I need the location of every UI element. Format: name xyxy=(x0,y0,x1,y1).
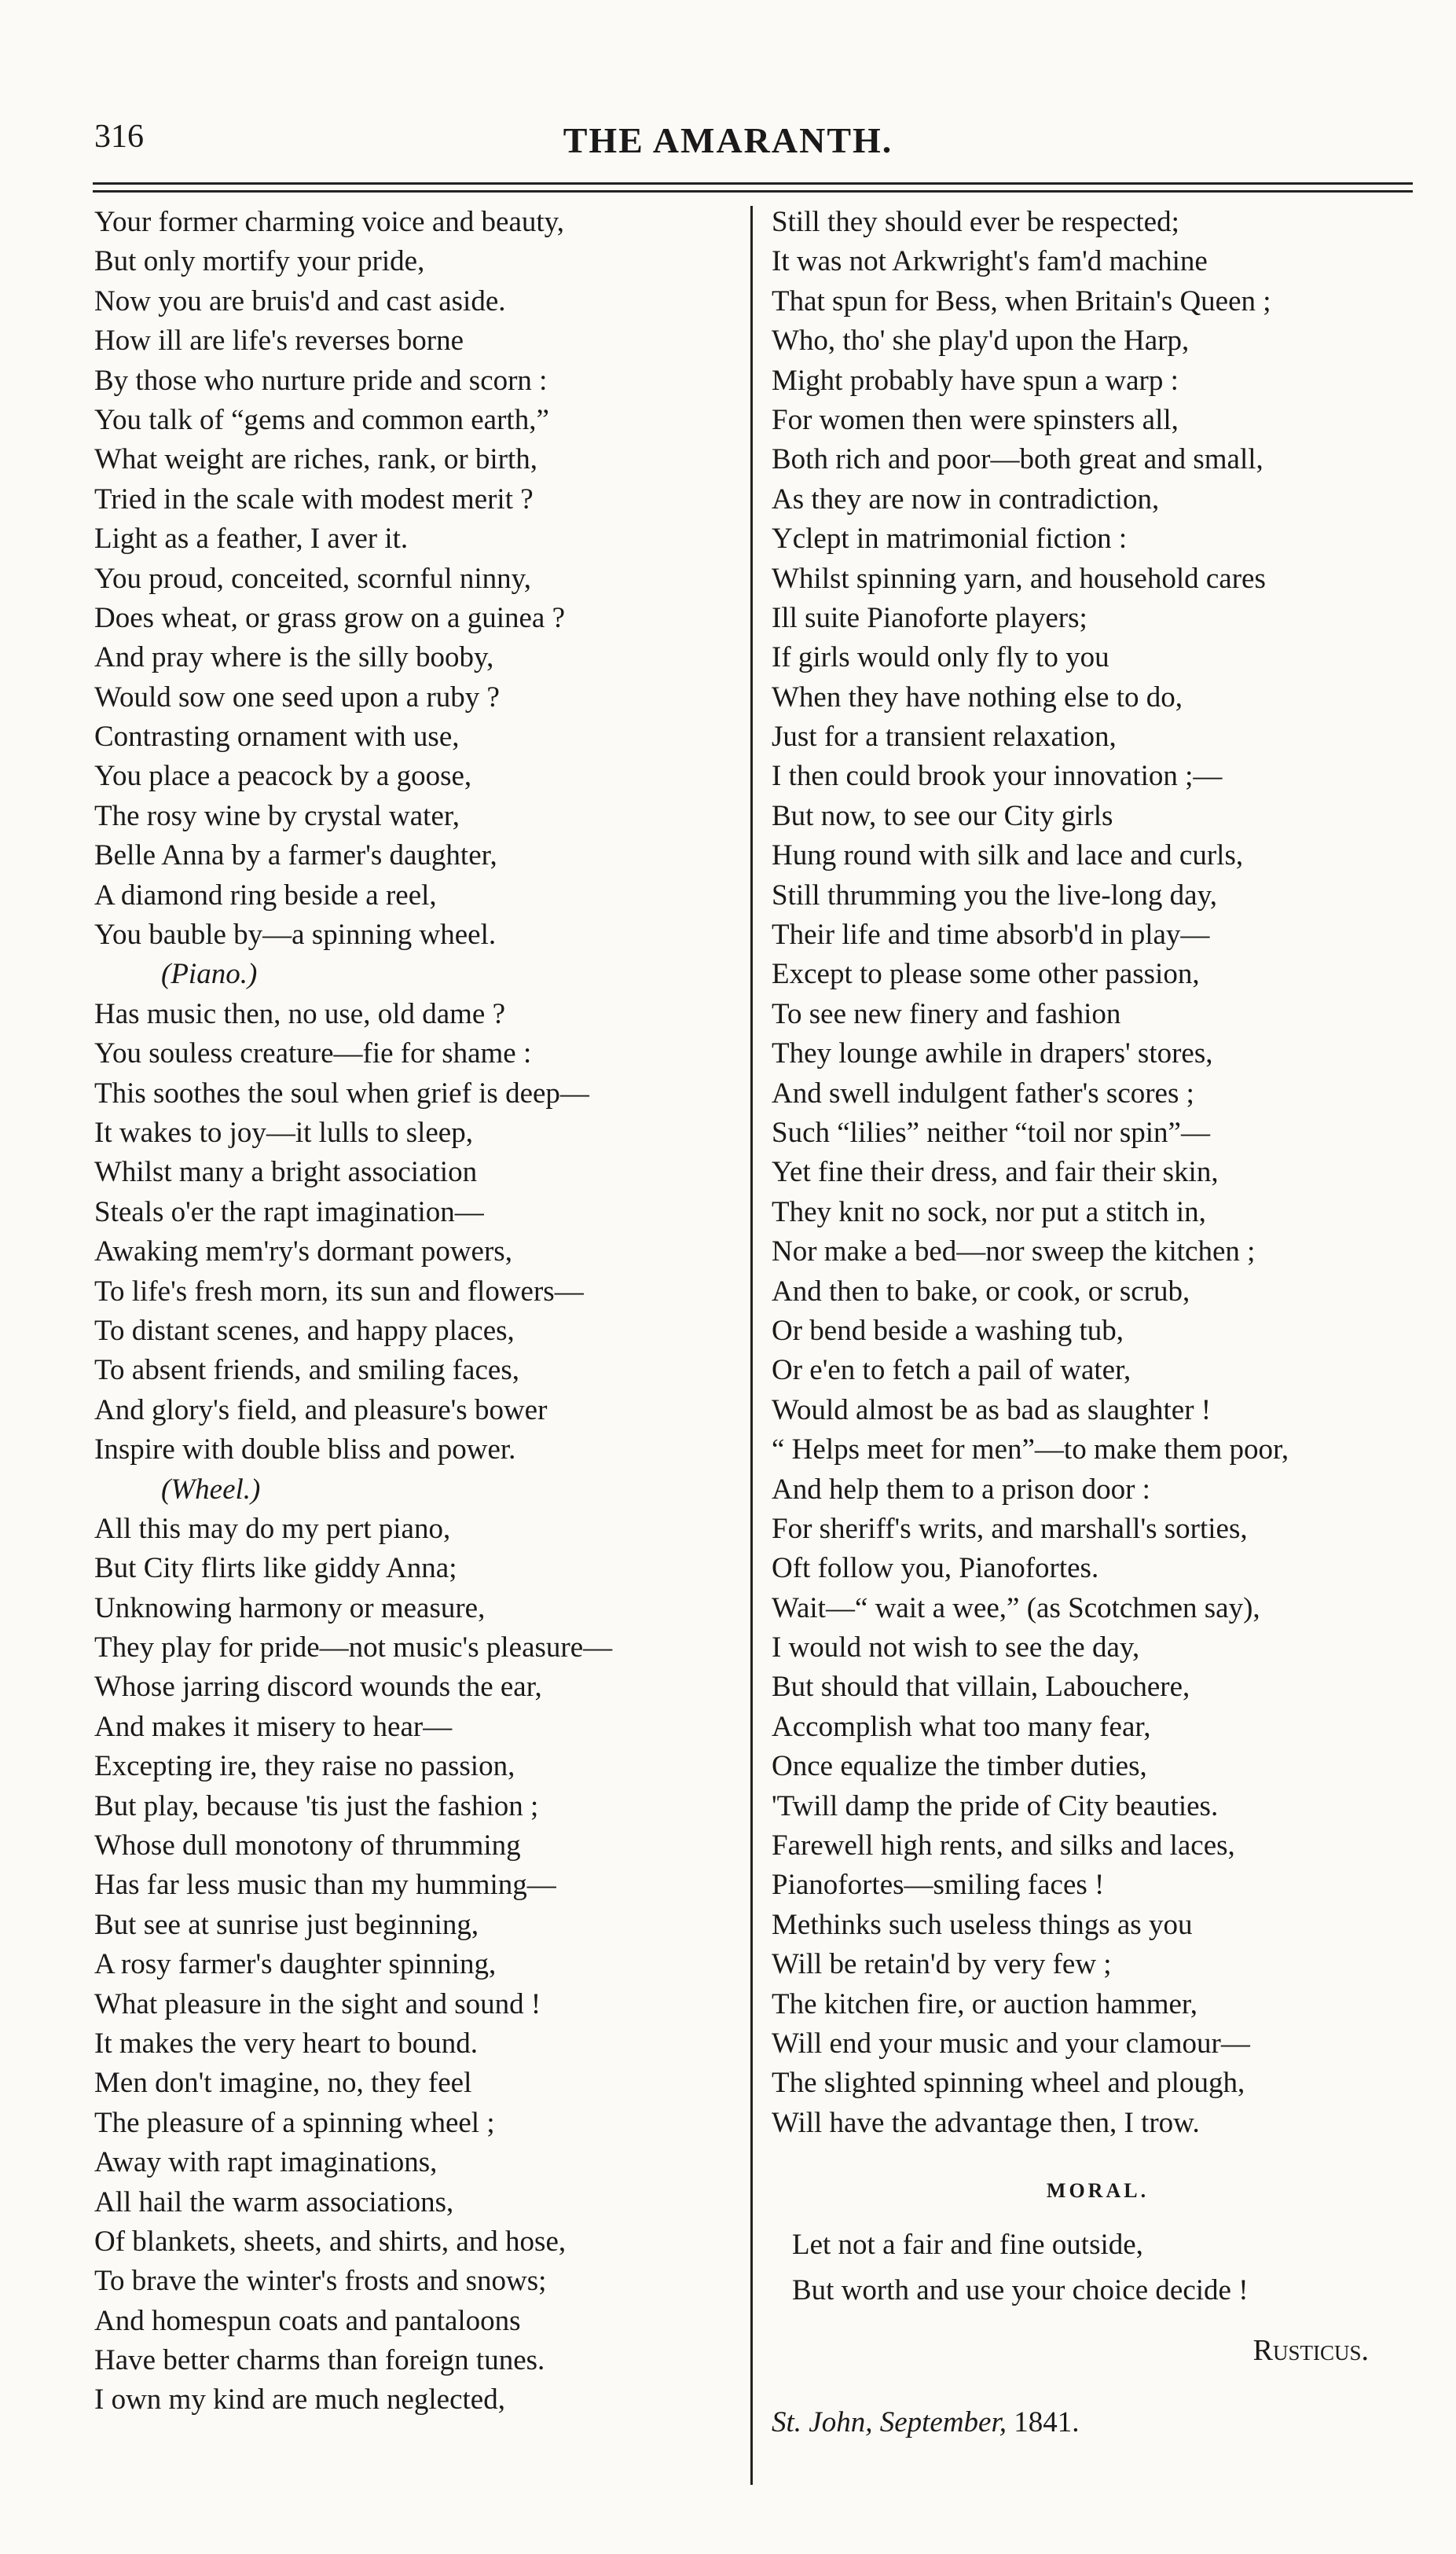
verse-line: But only mortify your pride, xyxy=(94,245,425,278)
verse-line: It makes the very heart to bound. xyxy=(94,2027,479,2060)
verse-line: Inspire with double bliss and power. xyxy=(94,1433,516,1466)
verse-line: It was not Arkwright's fam'd machine xyxy=(772,245,1208,278)
verse-line: Has far less music than my humming— xyxy=(94,1869,556,1902)
verse-line: Will have the advantage then, I trow. xyxy=(772,2106,1200,2139)
verse-line: Pianofortes—smiling faces ! xyxy=(772,1869,1105,1902)
verse-line: And glory's field, and pleasure's bower xyxy=(94,1393,548,1426)
verse-line: Or bend beside a washing tub, xyxy=(772,1314,1124,1347)
header-rule-top xyxy=(93,182,1413,185)
verse-line: Whose jarring discord wounds the ear, xyxy=(94,1671,542,1704)
author-signature: Rusticus. xyxy=(1252,2333,1369,2367)
verse-line: Whilst many a bright association xyxy=(94,1156,478,1189)
verse-line: Of blankets, sheets, and shirts, and hose, xyxy=(94,2225,567,2258)
dateline-place: St. John, September, xyxy=(772,2405,1007,2438)
section-heading-wheel: (Wheel.) xyxy=(161,1473,261,1506)
verse-line: What pleasure in the sight and sound ! xyxy=(94,1987,541,2020)
dateline xyxy=(772,2403,1424,2442)
verse-line: How ill are life's reverses borne xyxy=(94,325,464,358)
verse-line: Unknowing harmony or measure, xyxy=(94,1591,486,1624)
verse-line: For women then were spinsters all, xyxy=(772,403,1179,436)
verse-line: But should that villain, Labouchere, xyxy=(772,1671,1190,1704)
verse-line: But now, to see our City girls xyxy=(772,799,1113,832)
verse-line: They play for pride—not music's pleasure— xyxy=(94,1631,613,1664)
verse-line: Men don't imagine, no, they feel xyxy=(94,2067,472,2100)
moral-title: MORAL. xyxy=(1046,2179,1150,2203)
verse-line: Let not a fair and fine outside, xyxy=(792,2228,1143,2261)
verse-line: Away with rapt imaginations, xyxy=(94,2146,438,2179)
verse-line: To life's fresh morn, its sun and flowers— xyxy=(94,1275,584,1308)
verse-line: All this may do my pert piano, xyxy=(94,1512,451,1545)
verse-line: 'Twill damp the pride of City beauties. xyxy=(772,1789,1219,1822)
verse-line: A diamond ring beside a reel, xyxy=(94,879,437,912)
verse-line: And then to bake, or cook, or scrub, xyxy=(772,1275,1190,1308)
stanza-right xyxy=(772,203,1424,2143)
verse-line: Excepting ire, they raise no passion, xyxy=(94,1750,515,1783)
verse-line: What weight are riches, rank, or birth, xyxy=(94,443,538,476)
verse-line: Does wheat, or grass grow on a guinea ? xyxy=(94,601,566,634)
verse-line: And help them to a prison door : xyxy=(772,1473,1150,1506)
verse-line: Farewell high rents, and silks and laces, xyxy=(772,1829,1235,1862)
verse-line: Wait—“ wait a wee,” (as Scotchmen say), xyxy=(772,1591,1260,1624)
page-number: 316 xyxy=(94,119,144,155)
verse-line: Your former charming voice and beauty, xyxy=(94,206,564,238)
stanza-1 xyxy=(94,203,739,955)
verse-line: If girls would only fly to you xyxy=(772,641,1109,674)
verse-line: Might probably have spun a warp : xyxy=(772,364,1179,397)
verse-line: Methinks such useless things as you xyxy=(772,1908,1193,1941)
left-column xyxy=(94,203,739,2420)
verse-line: Or e'en to fetch a pail of water, xyxy=(772,1354,1131,1387)
verse-line: By those who nurture pride and scorn : xyxy=(94,364,548,397)
verse-line: To absent friends, and smiling faces, xyxy=(94,1354,519,1387)
verse-line: That spun for Bess, when Britain's Queen ; xyxy=(772,284,1271,317)
verse-line: Such “lilies” neither “toil nor spin”— xyxy=(772,1116,1210,1149)
verse-line: Have better charms than foreign tunes. xyxy=(94,2344,545,2377)
verse-line: Has music then, no use, old dame ? xyxy=(94,997,506,1030)
verse-line: It wakes to joy—it lulls to sleep, xyxy=(94,1116,473,1149)
verse-line: But see at sunrise just beginning, xyxy=(94,1908,479,1941)
verse-line: Yclept in matrimonial fiction : xyxy=(772,523,1128,556)
verse-line: Tried in the scale with modest merit ? xyxy=(94,483,534,516)
verse-line: But City flirts like giddy Anna; xyxy=(94,1552,457,1585)
stanza-2 xyxy=(94,995,739,1470)
verse-line: Both rich and poor—both great and small, xyxy=(772,443,1263,476)
verse-line: Still thrumming you the live-long day, xyxy=(772,879,1217,912)
verse-line: Light as a feather, I aver it. xyxy=(94,523,409,556)
verse-line: Nor make a bed—nor sweep the kitchen ; xyxy=(772,1235,1256,1268)
dateline-year: 1841. xyxy=(1007,2405,1080,2438)
verse-line: Once equalize the timber duties, xyxy=(772,1750,1147,1783)
verse-line: Still they should ever be respected; xyxy=(772,206,1179,238)
verse-line: The kitchen fire, or auction hammer, xyxy=(772,1987,1197,2020)
verse-line: The slighted spinning wheel and plough, xyxy=(772,2067,1245,2100)
verse-line: As they are now in contradiction, xyxy=(772,483,1160,516)
verse-line: When they have nothing else to do, xyxy=(772,681,1183,714)
verse-line: Steals o'er the rapt imagination— xyxy=(94,1195,484,1228)
verse-line: Belle Anna by a farmer's daughter, xyxy=(94,839,497,872)
verse-line: Except to please some other passion, xyxy=(772,958,1200,991)
header-rule-bottom xyxy=(93,190,1413,193)
verse-line: The pleasure of a spinning wheel ; xyxy=(94,2106,495,2139)
verse-line: Now you are bruis'd and cast aside. xyxy=(94,284,506,317)
verse-line: Will end your music and your clamour— xyxy=(772,2027,1250,2060)
verse-line: To see new finery and fashion xyxy=(772,997,1121,1030)
section-heading-piano: (Piano.) xyxy=(161,958,258,991)
verse-line: I own my kind are much neglected, xyxy=(94,2383,505,2416)
column-divider xyxy=(750,206,753,2485)
verse-line: Contrasting ornament with use, xyxy=(94,721,460,754)
verse-line: You place a peacock by a goose, xyxy=(94,760,472,793)
running-head: THE AMARANTH. xyxy=(563,120,893,160)
verse-line: Just for a transient relaxation, xyxy=(772,721,1117,754)
verse-line: Whilst spinning yarn, and household cares xyxy=(772,562,1266,595)
verse-line: For sheriff's writs, and marshall's sorties, xyxy=(772,1512,1248,1545)
verse-line: They knit no sock, nor put a stitch in, xyxy=(772,1195,1206,1228)
verse-line: Oft follow you, Pianofortes. xyxy=(772,1552,1099,1585)
stanza-3 xyxy=(94,1510,739,2420)
verse-line: Awaking mem'ry's dormant powers, xyxy=(94,1235,512,1268)
verse-line: And swell indulgent father's scores ; xyxy=(772,1077,1194,1110)
verse-line: Would almost be as bad as slaughter ! xyxy=(772,1393,1212,1426)
verse-line: And makes it misery to hear— xyxy=(94,1710,453,1743)
verse-line: A rosy farmer's daughter spinning, xyxy=(94,1948,497,1981)
verse-line: They lounge awhile in drapers' stores, xyxy=(772,1037,1213,1070)
verse-line: To brave the winter's frosts and snows; xyxy=(94,2265,547,2298)
verse-line: “ Helps meet for men”—to make them poor, xyxy=(772,1433,1289,1466)
verse-line: Yet fine their dress, and fair their skin, xyxy=(772,1156,1219,1189)
verse-line: Accomplish what too many fear, xyxy=(772,1710,1151,1743)
verse-line: And pray where is the silly booby, xyxy=(94,641,494,674)
verse-line: This soothes the soul when grief is deep— xyxy=(94,1077,589,1110)
verse-line: Hung round with silk and lace and curls, xyxy=(772,839,1244,872)
verse-line: Will be retain'd by very few ; xyxy=(772,1948,1112,1981)
verse-line: All hail the warm associations, xyxy=(94,2185,454,2218)
verse-line: Who, tho' she play'd upon the Harp, xyxy=(772,325,1190,358)
verse-line: To distant scenes, and happy places, xyxy=(94,1314,515,1347)
right-column xyxy=(772,203,1424,2442)
verse-line: I would not wish to see the day, xyxy=(772,1631,1140,1664)
verse-line: Ill suite Pianoforte players; xyxy=(772,601,1087,634)
verse-line: The rosy wine by crystal water, xyxy=(94,799,460,832)
verse-line: But play, because 'tis just the fashion ; xyxy=(94,1789,539,1822)
verse-line: Their life and time absorb'd in play— xyxy=(772,919,1210,952)
verse-line: I then could brook your innovation ;— xyxy=(772,760,1223,793)
verse-line: You proud, conceited, scornful ninny, xyxy=(94,562,531,595)
verse-line: Whose dull monotony of thrumming xyxy=(94,1829,521,1862)
verse-line: And homespun coats and pantaloons xyxy=(94,2304,521,2337)
verse-line: But worth and use your choice decide ! xyxy=(792,2273,1249,2306)
verse-line: You bauble by—a spinning wheel. xyxy=(94,919,497,952)
moral-verse xyxy=(772,2226,1424,2317)
verse-line: You talk of “gems and common earth,” xyxy=(94,403,549,436)
verse-line: Would sow one seed upon a ruby ? xyxy=(94,681,500,714)
verse-line: You souless creature—fie for shame : xyxy=(94,1037,532,1070)
